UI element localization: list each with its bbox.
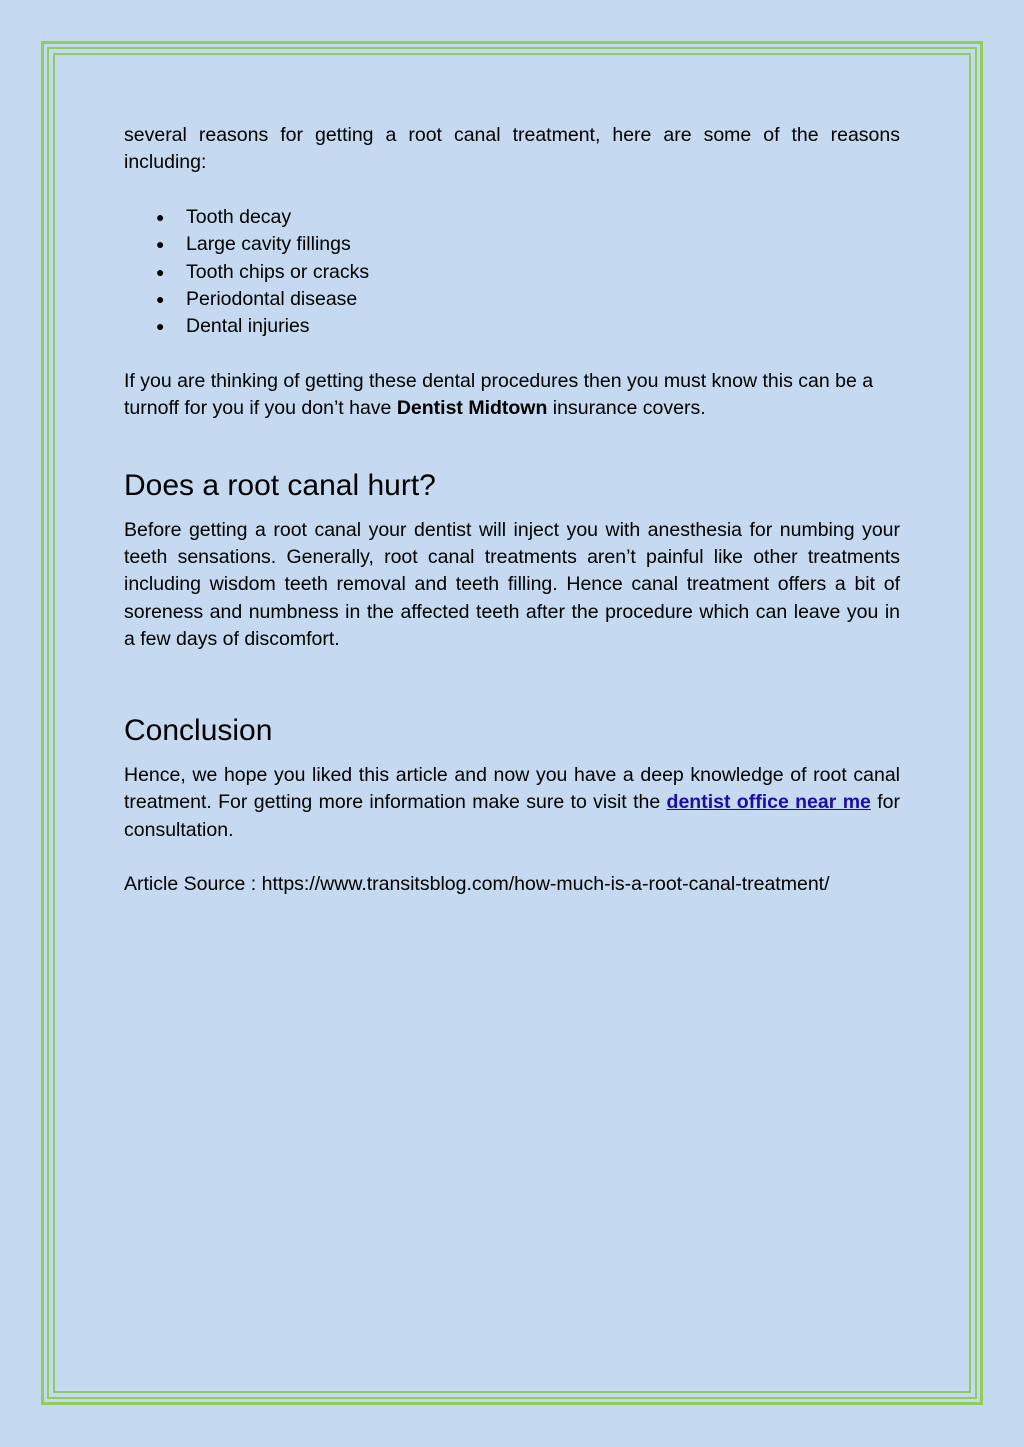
bullet-icon: ●	[156, 263, 165, 280]
bullet-icon: ●	[156, 291, 165, 308]
list-item: ● Tooth chips or cracks	[124, 259, 900, 286]
list-item: ● Tooth decay	[124, 204, 900, 231]
dentist-midtown-bold: Dentist Midtown	[396, 397, 548, 420]
conclusion-paragraph: Hence, we hope you liked this article and now you have a deep knowledge of root canal treatment. For getting more information make sure to visit the dentist office near me for consultation.	[124, 763, 900, 841]
list-item: ● Dental injuries	[124, 313, 900, 340]
insurance-paragraph: If you are thinking of getting these dental procedures then you must know this can be a turnoff for you if you don’t have Dentist Midtown insurance covers.	[124, 369, 874, 420]
bullet-icon: ●	[156, 318, 165, 335]
document-content	[124, 122, 900, 898]
list-item: ● Large cavity fillings	[124, 231, 900, 258]
root-canal-hurt-paragraph: Before getting a root canal your dentist will inject you with anesthesia for numbing your teeth sensations. Generally, root canal treatments aren’t painful like other treatments including wisdom teeth removal and teeth filling. Hence canal treatment offers a bit of soreness and numbness in the affected teeth after the procedure which can leave you in a few days of discomfort.	[124, 518, 900, 651]
bullet-icon: ●	[156, 208, 165, 225]
heading-conclusion: Conclusion	[124, 713, 273, 747]
heading-root-canal-hurt: Does a root canal hurt?	[124, 468, 436, 502]
intro-paragraph: several reasons for getting a root canal treatment, here are some of the reasons including:	[124, 124, 900, 174]
list-item: ● Periodontal disease	[124, 286, 900, 313]
reasons-list	[124, 204, 900, 341]
article-source: Article Source : https://www.transitsblog.com/how-much-is-a-root-canal-treatment/	[124, 872, 830, 895]
bullet-icon: ●	[156, 236, 165, 253]
dentist-office-link[interactable]: dentist office near me	[666, 791, 871, 814]
